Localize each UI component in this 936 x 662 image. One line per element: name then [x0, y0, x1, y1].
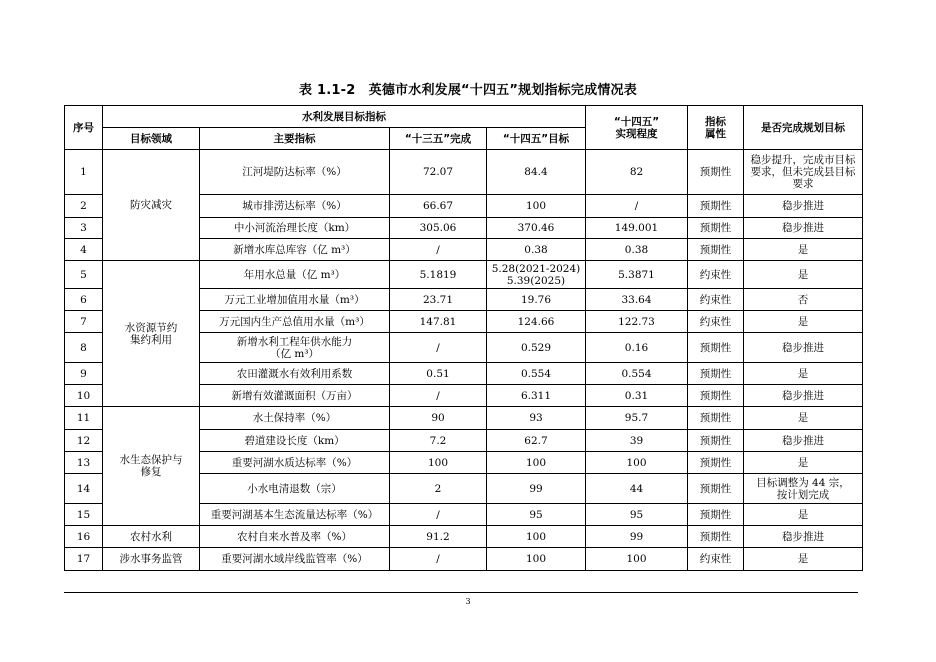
- cell-attr: 预期性: [688, 363, 744, 385]
- cell-indicator: 新增有效灌溉面积（万亩）: [200, 385, 390, 407]
- header-group: 水利发展目标指标: [103, 106, 586, 128]
- cell-seq: 2: [65, 195, 103, 218]
- header-target14: “十四五”目标: [487, 128, 586, 150]
- header-attr: 指标 属性: [688, 106, 744, 150]
- cell-done13: 5.1819: [390, 261, 487, 289]
- cell-achieved: 是: [744, 311, 863, 333]
- cell-done13: 66.67: [390, 195, 487, 218]
- cell-seq: 8: [65, 333, 103, 363]
- cell-field: 水资源节约 集约利用: [103, 261, 200, 407]
- cell-done13: 23.71: [390, 289, 487, 311]
- cell-indicator: 年用水总量（亿 m³）: [200, 261, 390, 289]
- cell-seq: 15: [65, 504, 103, 526]
- cell-attr: 预期性: [688, 430, 744, 452]
- cell-indicator: 万元工业增加值用水量（m³）: [200, 289, 390, 311]
- indicator-table: [64, 105, 863, 571]
- cell-indicator: 水土保持率（%）: [200, 407, 390, 430]
- cell-realized: 95.7: [586, 407, 688, 430]
- table-row: [65, 261, 863, 289]
- footer-divider: [64, 592, 858, 593]
- cell-field: 农村水利: [103, 526, 200, 548]
- cell-seq: 10: [65, 385, 103, 407]
- cell-seq: 16: [65, 526, 103, 548]
- cell-attr: 预期性: [688, 239, 744, 261]
- cell-attr: 约束性: [688, 289, 744, 311]
- cell-target14: 93: [487, 407, 586, 430]
- cell-target14: 95: [487, 504, 586, 526]
- cell-seq: 4: [65, 239, 103, 261]
- cell-attr: 约束性: [688, 548, 744, 571]
- cell-target14: 0.529: [487, 333, 586, 363]
- cell-indicator: 重要河湖水域岸线监管率（%）: [200, 548, 390, 571]
- table-row: [65, 526, 863, 548]
- cell-attr: 预期性: [688, 474, 744, 504]
- cell-indicator: 江河堤防达标率（%）: [200, 150, 390, 195]
- cell-target14: 100: [487, 195, 586, 218]
- cell-achieved: 是: [744, 452, 863, 474]
- cell-achieved: 是: [744, 239, 863, 261]
- table-title: 表 1.1-2 英德市水利发展“十四五”规划指标完成情况表: [299, 83, 637, 98]
- table-row: [65, 150, 863, 195]
- header-seq: 序号: [65, 106, 103, 150]
- cell-realized: 5.3871: [586, 261, 688, 289]
- cell-indicator: 农村自来水普及率（%）: [200, 526, 390, 548]
- cell-target14: 100: [487, 526, 586, 548]
- cell-seq: 5: [65, 261, 103, 289]
- table-row: [65, 407, 863, 430]
- cell-attr: 预期性: [688, 218, 744, 239]
- cell-realized: 0.16: [586, 333, 688, 363]
- cell-seq: 11: [65, 407, 103, 430]
- cell-done13: /: [390, 385, 487, 407]
- header-achieved: 是否完成规划目标: [744, 106, 863, 150]
- cell-indicator: 城市排涝达标率（%）: [200, 195, 390, 218]
- cell-target14: 100: [487, 452, 586, 474]
- cell-target14: 6.311: [487, 385, 586, 407]
- cell-done13: 72.07: [390, 150, 487, 195]
- cell-achieved: 是: [744, 261, 863, 289]
- cell-realized: 0.38: [586, 239, 688, 261]
- cell-achieved: 稳步推进: [744, 218, 863, 239]
- cell-done13: 2: [390, 474, 487, 504]
- cell-target14: 84.4: [487, 150, 586, 195]
- cell-target14: 5.28(2021-2024) 5.39(2025): [487, 261, 586, 289]
- cell-achieved: 是: [744, 548, 863, 571]
- cell-realized: 149.001: [586, 218, 688, 239]
- cell-achieved: 稳步提升，完成市目标要求，但未完成县目标要求: [744, 150, 863, 195]
- cell-field: 防灾减灾: [103, 150, 200, 261]
- cell-indicator: 新增水库总库容（亿 m³）: [200, 239, 390, 261]
- cell-target14: 19.76: [487, 289, 586, 311]
- cell-done13: /: [390, 548, 487, 571]
- cell-attr: 预期性: [688, 150, 744, 195]
- cell-achieved: 是: [744, 407, 863, 430]
- cell-seq: 14: [65, 474, 103, 504]
- cell-achieved: 目标调整为 44 宗， 按计划完成: [744, 474, 863, 504]
- cell-done13: 91.2: [390, 526, 487, 548]
- cell-realized: 82: [586, 150, 688, 195]
- cell-indicator: 重要河湖水质达标率（%）: [200, 452, 390, 474]
- cell-attr: 预期性: [688, 452, 744, 474]
- cell-achieved: 稳步推进: [744, 430, 863, 452]
- cell-target14: 100: [487, 548, 586, 571]
- cell-achieved: 稳步推进: [744, 333, 863, 363]
- cell-realized: 122.73: [586, 311, 688, 333]
- cell-achieved: 稳步推进: [744, 526, 863, 548]
- cell-target14: 0.554: [487, 363, 586, 385]
- header-realized: “十四五” 实现程度: [586, 106, 688, 150]
- cell-seq: 12: [65, 430, 103, 452]
- cell-indicator: 重要河湖基本生态流量达标率（%）: [200, 504, 390, 526]
- cell-target14: 62.7: [487, 430, 586, 452]
- cell-realized: 99: [586, 526, 688, 548]
- cell-achieved: 稳步推进: [744, 385, 863, 407]
- cell-target14: 370.46: [487, 218, 586, 239]
- cell-done13: 7.2: [390, 430, 487, 452]
- header-indicator: 主要指标: [200, 128, 390, 150]
- cell-realized: 0.554: [586, 363, 688, 385]
- cell-attr: 预期性: [688, 195, 744, 218]
- cell-realized: 44: [586, 474, 688, 504]
- cell-target14: 124.66: [487, 311, 586, 333]
- cell-realized: 0.31: [586, 385, 688, 407]
- cell-indicator: 小水电清退数（宗）: [200, 474, 390, 504]
- cell-done13: /: [390, 239, 487, 261]
- cell-field: 涉水事务监管: [103, 548, 200, 571]
- cell-seq: 17: [65, 548, 103, 571]
- cell-target14: 99: [487, 474, 586, 504]
- cell-attr: 约束性: [688, 261, 744, 289]
- cell-attr: 约束性: [688, 311, 744, 333]
- cell-attr: 预期性: [688, 407, 744, 430]
- cell-done13: 100: [390, 452, 487, 474]
- cell-done13: 305.06: [390, 218, 487, 239]
- cell-seq: 13: [65, 452, 103, 474]
- cell-seq: 1: [65, 150, 103, 195]
- cell-attr: 预期性: [688, 385, 744, 407]
- cell-indicator: 万元国内生产总值用水量（m³）: [200, 311, 390, 333]
- cell-done13: 90: [390, 407, 487, 430]
- cell-done13: 0.51: [390, 363, 487, 385]
- cell-realized: 39: [586, 430, 688, 452]
- cell-attr: 预期性: [688, 504, 744, 526]
- cell-seq: 7: [65, 311, 103, 333]
- cell-indicator: 中小河流治理长度（km）: [200, 218, 390, 239]
- header-field: 目标领域: [103, 128, 200, 150]
- cell-done13: /: [390, 333, 487, 363]
- cell-indicator: 农田灌溉水有效利用系数: [200, 363, 390, 385]
- cell-field: 水生态保护与 修复: [103, 407, 200, 526]
- cell-done13: /: [390, 504, 487, 526]
- page-number: 3: [465, 597, 471, 606]
- cell-achieved: 否: [744, 289, 863, 311]
- table-row: [65, 548, 863, 571]
- cell-realized: 33.64: [586, 289, 688, 311]
- cell-seq: 9: [65, 363, 103, 385]
- cell-realized: 100: [586, 548, 688, 571]
- cell-indicator: 碧道建设长度（km）: [200, 430, 390, 452]
- cell-target14: 0.38: [487, 239, 586, 261]
- cell-realized: 100: [586, 452, 688, 474]
- cell-indicator: 新增水利工程年供水能力 （亿 m³）: [200, 333, 390, 363]
- cell-seq: 3: [65, 218, 103, 239]
- cell-seq: 6: [65, 289, 103, 311]
- header-done13: “十三五”完成: [390, 128, 487, 150]
- cell-achieved: 是: [744, 363, 863, 385]
- cell-attr: 预期性: [688, 333, 744, 363]
- cell-realized: 95: [586, 504, 688, 526]
- cell-done13: 147.81: [390, 311, 487, 333]
- cell-realized: /: [586, 195, 688, 218]
- cell-achieved: 稳步推进: [744, 195, 863, 218]
- cell-attr: 预期性: [688, 526, 744, 548]
- cell-achieved: 是: [744, 504, 863, 526]
